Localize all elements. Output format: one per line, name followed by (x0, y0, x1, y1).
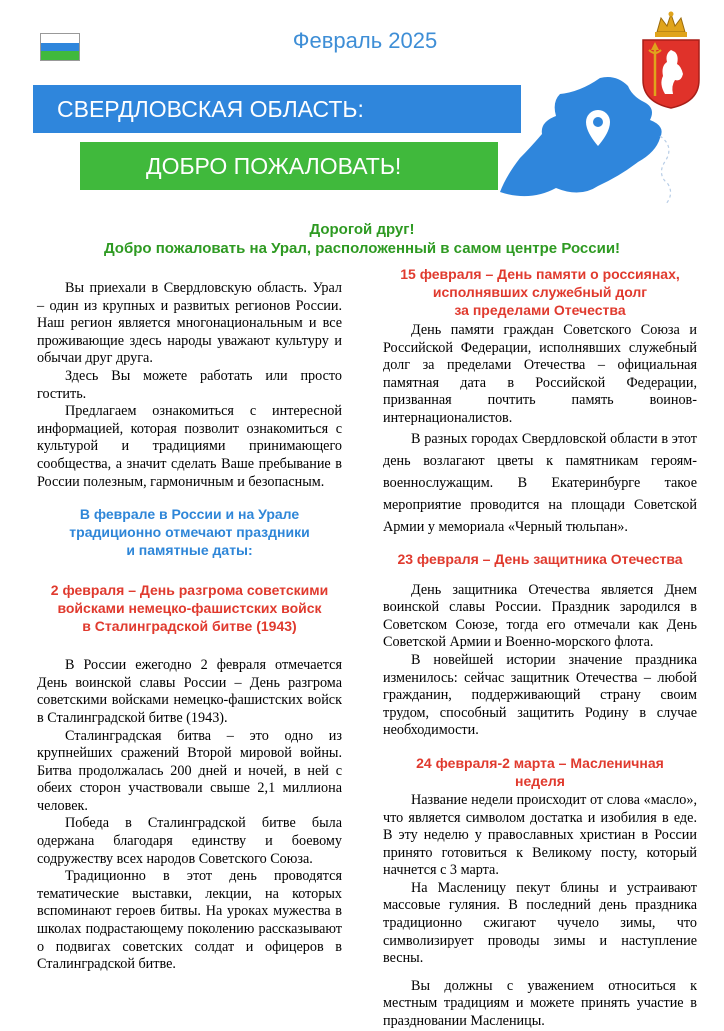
region-banner: СВЕРДЛОВСКАЯ ОБЛАСТЬ: (33, 85, 521, 133)
holidays-heading (37, 505, 342, 559)
maslenitsa-paragraph-2: На Масленицу пекут блины и устраивают массовые гуляния. В последний день праздника традиционно сжигают чучело зимы, что символизирует проводы зимы и наступление весны. (383, 879, 697, 967)
welcome-banner: ДОБРО ПОЖАЛОВАТЬ! (80, 142, 498, 190)
feb15-heading-line: исполнявших служебный долг (432, 284, 648, 300)
maslenitsa-heading-line: 24 февраля-2 марта – Масленичная (416, 754, 664, 771)
feb2-paragraph-2: Сталинградская битва – это одно из крупнейших сражений Второй мировой войны. Битва продолжалась 200 дней и ночей, в ней с обеих сторон участвовали свыше 2,1 миллиона человек. (37, 727, 342, 814)
feb2-paragraph-4: Традиционно в этот день проводятся тематические выставки, лекции, на которых вспоминают героев битвы. На уроках мужества в школах подрастающему поколению рассказывают о подвигах советских солдат и офицеров в Сталинградской битве. (37, 868, 342, 973)
greeting-block (30, 220, 694, 258)
feb15-heading-line: 15 февраля – День памяти о россиянах, (400, 266, 680, 282)
intro-paragraph-3: Предлагаем ознакомиться с интересной информацией, которая позволит ознакомиться с культурой и традициями принимающего сообщества, а значит сделать Ваше пребывание в России полезным, гармоничным и безопасным. (37, 403, 342, 490)
right-column (383, 265, 697, 1031)
month-title: Февраль 2025 (292, 28, 438, 53)
maslenitsa-paragraph-1: Название недели происходит от слова «масло», что является символом достатка и изобилия в еде. В эту неделю у православных христиан в России принято готовиться к Великому посту, который начнется с 3 марта. (383, 791, 697, 879)
feb2-paragraph-3: Победа в Сталинградской битве была одержана благодаря единству и боевому содружеству всех народов Советского Союза. (37, 815, 342, 867)
holidays-heading-line: В феврале в России и на Урале (79, 506, 300, 523)
feb2-heading-line: 2 февраля – День разгрома советскими (50, 582, 329, 599)
intro-paragraph-1: Вы приехали в Свердловскую область. Урал – один из крупных и развитых регионов России. Наш регион является многонациональным и все проживающие здесь народы уважают культуру и обычаи друг друга. (37, 280, 342, 367)
maslenitsa-paragraph-3: Вы должны с уважением относиться к местным традициям и можете принять участие в праздновании Масленицы. (383, 977, 697, 1030)
left-column (37, 280, 342, 974)
feb15-heading (383, 265, 697, 319)
feb2-paragraph-1: В России ежегодно 2 февраля отмечается День воинской славы России – День разгрома советскими войсками немецко-фашистских войск в Сталинградской битве (1943). (37, 657, 342, 726)
feb23-paragraph-1: День защитника Отечества является Днем воинской славы России. Праздник зародился в Советском Союзе, тогда его отмечали как День Советской Армии и Военно-морского флота. (383, 581, 697, 651)
feb2-heading (37, 581, 342, 635)
feb15-paragraph-2: В разных городах Свердловской области в этот день возлагают цветы к памятникам героям-военнослужащим. В Екатеринбурге такое мероприятие проводится на площади Советской Армии у мемориала «Черный тюльпан». (383, 430, 697, 535)
feb2-heading-line: в Сталинградской битве (1943) (82, 618, 297, 635)
holidays-heading-line: традиционно отмечают праздники (69, 524, 310, 541)
feb23-paragraph-2: В новейшей истории значение праздника изменилось: сейчас защитник Отечества – любой гражданин, поддерживающий страну своим трудом, способный защитить Родину в случае необходимости. (383, 651, 697, 739)
sverdlovsk-flag-icon (40, 33, 80, 61)
feb15-heading-line: за пределами Отечества (454, 302, 626, 318)
feb2-heading-line: войсками немецко-фашистских войск (57, 600, 322, 617)
greeting-line-1: Дорогой друг! (309, 221, 415, 238)
intro-paragraph-2: Здесь Вы можете работать или просто гостить. (37, 367, 342, 402)
feb15-paragraph-1: День памяти граждан Советского Союза и Российской Федерации, исполнявших служебный долг за пределами Отечества – официальная памятная дата в Российской Федерации, призванная почтить память воинов-интернационалистов. (383, 322, 697, 426)
holidays-heading-line: и памятные даты: (126, 542, 253, 559)
maslenitsa-heading (383, 754, 697, 790)
greeting-line-2: Добро пожаловать на Урал, расположенный в самом центре России! (103, 240, 621, 257)
maslenitsa-heading-line: неделя (515, 772, 565, 789)
feb23-heading: 23 февраля – День защитника Отечества (397, 550, 683, 567)
